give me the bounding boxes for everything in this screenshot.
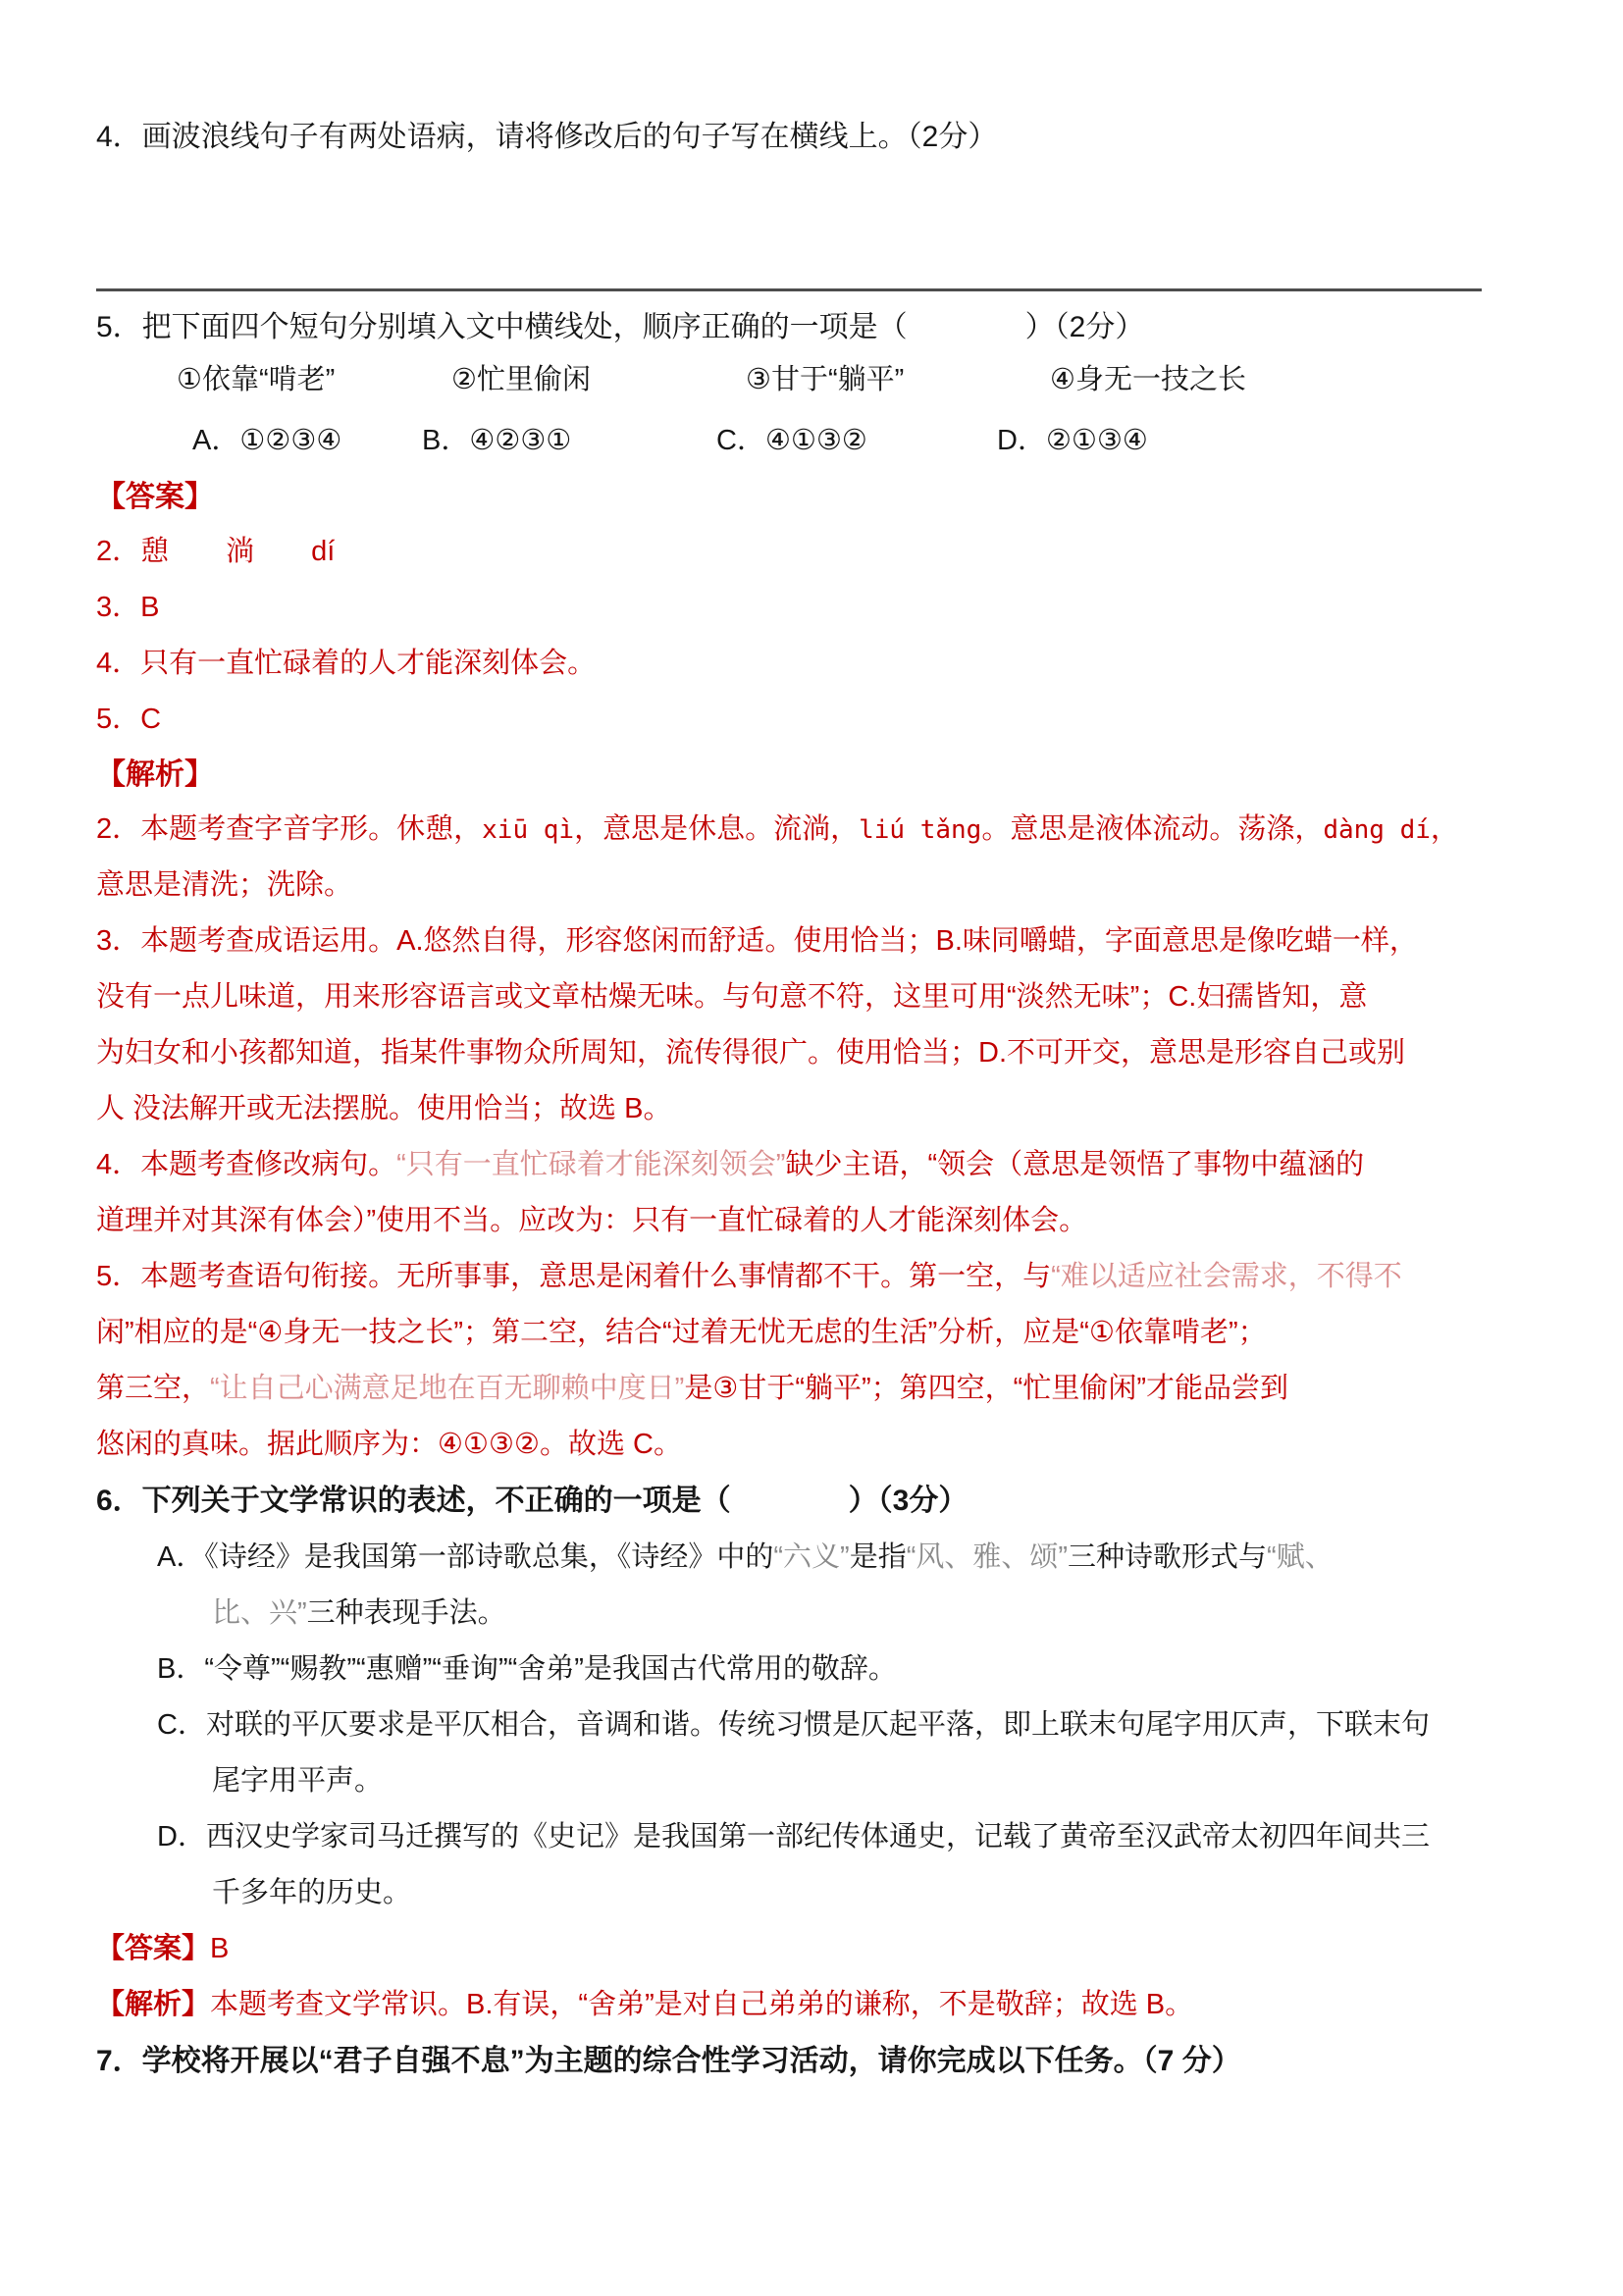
question-6-stem: 6．下列关于文学常识的表述，不正确的一项是（ ）（3分） (96, 1485, 969, 1517)
answer-line-5: 5．C (96, 704, 162, 735)
analysis-line: 悠闲的真味。据此顺序为：④①③②。故选 C。 (96, 1429, 682, 1460)
q5-item-3: ③甘于“躺平” (746, 364, 905, 395)
q6-option-d-cont: 千多年的历史。 (212, 1877, 412, 1908)
q6-option-d: D．西汉史学家司马迁撰写的《史记》是我国第一部纪传体通史，记载了黄帝至汉武帝太初四年间共三 (157, 1821, 1430, 1852)
analysis-line: 4．本题考查修改病句。“只有一直忙碌着才能深刻领会”缺少主语，“领会（意思是领悟了事物中蕴涵的 (96, 1149, 1365, 1180)
q5-choice-d: D．②①③④ (997, 425, 1148, 456)
question-5-stem: 5．把下面四个短句分别填入文中横线处，顺序正确的一项是（ ）（2分） (96, 311, 1145, 343)
question-5-choices-row (96, 411, 1527, 470)
q6-option-b: B．“令尊”“赐教”“惠赠”“垂询”“舍弟”是我国古代常用的敬辞。 (157, 1653, 897, 1685)
analysis-line: 2．本题考查字音字形。休憩，xiū qì，意思是休息。流淌，liú tǎng。意思是液体流动。荡涤，dàng dí， (96, 813, 1459, 845)
q6-option-c: C．对联的平仄要求是平仄相合，音调和谐。传统习惯是仄起平落，即上联末句尾字用仄声，下联末句 (157, 1709, 1430, 1741)
question-5-items-row (96, 348, 1527, 411)
analysis-line: 人 没法解开或无法摆脱。使用恰当；故选 B。 (96, 1093, 672, 1124)
q6-analysis-line: 【解析】本题考查文学常识。B.有误，“舍弟”是对自己弟弟的谦称，不是敬辞；故选 B。 (96, 1989, 1194, 2020)
analysis-line: 第三空，“让自己心满意足地在百无聊赖中度日”是③甘于“躺平”；第四空，“忙里偷闲”才能品尝到 (96, 1373, 1288, 1404)
answers-header: 【答案】 (96, 481, 214, 513)
q6-answer-line: 【答案】B (96, 1933, 230, 1964)
answer-line-4: 4．只有一直忙碌着的人才能深刻体会。 (96, 648, 597, 679)
q5-choice-b: B．④②③① (422, 425, 572, 456)
analysis-line: 没有一点儿味道，用来形容语言或文章枯燥无味。与句意不符，这里可用“淡然无味”；C.妇孺皆知，意 (96, 981, 1368, 1013)
answer-line-3: 3．B (96, 592, 160, 623)
analysis-header: 【解析】 (96, 758, 214, 791)
q5-choice-c: C．④①③② (716, 425, 867, 456)
question-7-stem: 7．学校将开展以“君子自强不息”为主题的综合性学习活动，请你完成以下任务。（7 分） (96, 2045, 1241, 2077)
analysis-line: 意思是清洗；洗除。 (96, 869, 353, 901)
q5-choice-a: A．①②③④ (192, 425, 342, 456)
analysis-line: 3．本题考查成语运用。A.悠然自得，形容悠闲而舒适。使用恰当；B.味同嚼蜡，字面意思是像吃蜡一样， (96, 925, 1418, 957)
q6-option-c-cont: 尾字用平声。 (212, 1765, 384, 1797)
answer-blank-line (96, 159, 1482, 291)
analysis-line: 为妇女和小孩都知道，指某件事物众所周知，流传得很广。使用恰当；D.不可开交，意思是形容自己或别 (96, 1037, 1406, 1069)
q5-item-4: ④身无一技之长 (1050, 364, 1246, 395)
answer-line-2: 2．憩 淌 dí (96, 536, 336, 567)
q6-option-a-cont: 比、兴”三种表现手法。 (212, 1597, 506, 1629)
analysis-line: 5．本题考查语句衔接。无所事事，意思是闲着什么事情都不干。第一空，与“难以适应社会需求，不得不 (96, 1261, 1402, 1292)
q5-item-2: ②忙里偷闲 (451, 364, 591, 395)
q5-item-1: ①依靠“啃老” (177, 364, 336, 395)
q6-option-a: A．《诗经》是我国第一部诗歌总集，《诗经》中的“六义”是指“风、雅、颂”三种诗歌形式与“赋、 (157, 1541, 1334, 1573)
analysis-line: 道理并对其深有体会）”使用不当。应改为：只有一直忙碌着的人才能深刻体会。 (96, 1205, 1088, 1236)
analysis-line: 闲”相应的是“④身无一技之长”；第二空，结合“过着无忧无虑的生活”分析，应是“①依靠啃老”； (96, 1317, 1267, 1348)
question-4-stem: 4．画波浪线句子有两处语病，请将修改后的句子写在横线上。（2分） (96, 121, 998, 153)
